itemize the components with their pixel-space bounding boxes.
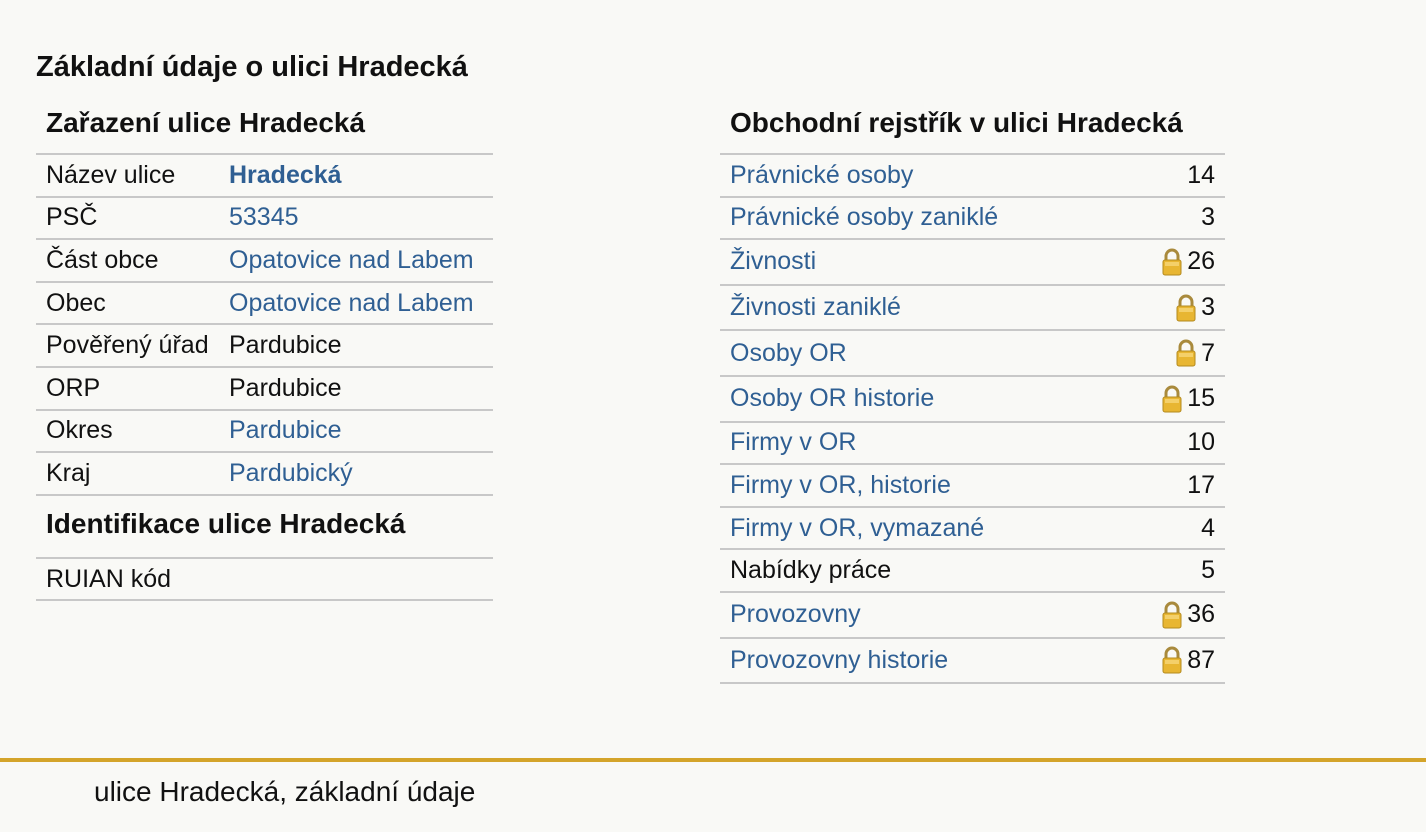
row-obec bbox=[36, 283, 493, 326]
rejstrik-row-count: 87 bbox=[1187, 645, 1215, 674]
lock-icon bbox=[1175, 294, 1197, 322]
zarazeni-section bbox=[36, 100, 493, 601]
rejstrik-heading: Obchodní rejstřík v ulici Hradecká bbox=[720, 100, 1225, 155]
row-label: Pověřený úřad bbox=[46, 331, 209, 360]
rejstrik-row-count-cell bbox=[1201, 203, 1215, 232]
row-orp bbox=[36, 368, 493, 411]
rejstrik-row bbox=[720, 331, 1225, 377]
row-ruian-kod bbox=[36, 559, 493, 602]
rejstrik-row-label[interactable]: Firmy v OR, historie bbox=[730, 470, 951, 499]
rejstrik-row-count: 15 bbox=[1187, 384, 1215, 413]
row-label: Kraj bbox=[46, 458, 91, 487]
rejstrik-row bbox=[720, 198, 1225, 241]
rejstrik-row-count-cell bbox=[1161, 247, 1215, 276]
povereny-urad-value: Pardubice bbox=[229, 331, 342, 360]
rejstrik-row-count-cell bbox=[1175, 293, 1215, 322]
row-okres bbox=[36, 411, 493, 454]
orp-value: Pardubice bbox=[229, 373, 342, 402]
kraj-link[interactable]: Pardubický bbox=[229, 458, 353, 487]
rejstrik-row bbox=[720, 593, 1225, 639]
footer-divider bbox=[0, 758, 1426, 762]
row-nazev-ulice bbox=[36, 155, 493, 198]
rejstrik-row-count-cell bbox=[1187, 471, 1215, 500]
identifikace-heading: Identifikace ulice Hradecká bbox=[36, 496, 493, 559]
rejstrik-row-label[interactable]: Osoby OR historie bbox=[730, 384, 935, 413]
row-label: Část obce bbox=[46, 245, 159, 274]
rejstrik-list bbox=[720, 155, 1225, 684]
lock-icon bbox=[1161, 248, 1183, 276]
street-name-link[interactable]: Hradecká bbox=[229, 160, 342, 189]
row-kraj bbox=[36, 453, 493, 496]
rejstrik-row-label[interactable]: Živnosti zaniklé bbox=[730, 293, 901, 322]
rejstrik-row-label[interactable]: Firmy v OR bbox=[730, 428, 857, 457]
rejstrik-section bbox=[720, 100, 1225, 684]
row-cast-obce bbox=[36, 240, 493, 283]
rejstrik-row-count: 5 bbox=[1201, 556, 1215, 585]
rejstrik-row-label: Nabídky práce bbox=[730, 556, 892, 585]
rejstrik-row-count: 36 bbox=[1187, 600, 1215, 629]
rejstrik-row bbox=[720, 423, 1225, 466]
row-label: RUIAN kód bbox=[46, 564, 172, 593]
obec-link[interactable]: Opatovice nad Labem bbox=[229, 288, 474, 317]
rejstrik-row-count: 14 bbox=[1187, 160, 1215, 189]
lock-icon bbox=[1161, 646, 1183, 674]
rejstrik-row-count: 10 bbox=[1187, 428, 1215, 457]
rejstrik-row-label[interactable]: Provozovny historie bbox=[730, 645, 949, 674]
rejstrik-row bbox=[720, 286, 1225, 332]
rejstrik-row-label[interactable]: Právnické osoby zaniklé bbox=[730, 203, 999, 232]
rejstrik-row-count-cell bbox=[1201, 556, 1215, 585]
rejstrik-row-count-cell bbox=[1161, 600, 1215, 629]
cast-obce-link[interactable]: Opatovice nad Labem bbox=[229, 245, 474, 274]
okres-link[interactable]: Pardubice bbox=[229, 416, 342, 445]
row-povereny-urad bbox=[36, 325, 493, 368]
lock-icon bbox=[1161, 385, 1183, 413]
footer-caption: ulice Hradecká, základní údaje bbox=[94, 776, 476, 807]
row-label: Obec bbox=[46, 288, 106, 317]
rejstrik-row bbox=[720, 155, 1225, 198]
rejstrik-row-count-cell bbox=[1161, 646, 1215, 675]
rejstrik-row bbox=[720, 240, 1225, 286]
psc-link[interactable]: 53345 bbox=[229, 203, 299, 232]
rejstrik-row-count: 7 bbox=[1201, 338, 1215, 367]
rejstrik-row-count: 4 bbox=[1201, 513, 1215, 542]
rejstrik-row-count: 3 bbox=[1201, 203, 1215, 232]
rejstrik-row bbox=[720, 508, 1225, 551]
rejstrik-row bbox=[720, 377, 1225, 423]
rejstrik-row-count-cell bbox=[1201, 514, 1215, 543]
rejstrik-row-count: 26 bbox=[1187, 247, 1215, 276]
rejstrik-row-label[interactable]: Osoby OR bbox=[730, 338, 847, 367]
rejstrik-row-label[interactable]: Právnické osoby bbox=[730, 160, 914, 189]
zarazeni-heading: Zařazení ulice Hradecká bbox=[36, 100, 493, 155]
rejstrik-row-count: 3 bbox=[1201, 293, 1215, 322]
rejstrik-row-count-cell bbox=[1187, 161, 1215, 190]
rejstrik-row-label[interactable]: Provozovny bbox=[730, 600, 861, 629]
rejstrik-row bbox=[720, 639, 1225, 685]
rejstrik-row-label[interactable]: Firmy v OR, vymazané bbox=[730, 513, 985, 542]
rejstrik-row-count-cell bbox=[1187, 428, 1215, 457]
row-label: PSČ bbox=[46, 203, 98, 232]
row-label: Okres bbox=[46, 416, 113, 445]
lock-icon bbox=[1161, 601, 1183, 629]
rejstrik-row-count: 17 bbox=[1187, 470, 1215, 499]
rejstrik-row bbox=[720, 550, 1225, 593]
row-label: ORP bbox=[46, 373, 101, 402]
rejstrik-row-count-cell bbox=[1161, 384, 1215, 413]
row-psc bbox=[36, 198, 493, 241]
page-title: Základní údaje o ulici Hradecká bbox=[36, 51, 468, 83]
rejstrik-row-count-cell bbox=[1175, 339, 1215, 368]
row-label: Název ulice bbox=[46, 160, 176, 189]
lock-icon bbox=[1175, 339, 1197, 367]
rejstrik-row bbox=[720, 465, 1225, 508]
rejstrik-row-label[interactable]: Živnosti bbox=[730, 247, 817, 276]
